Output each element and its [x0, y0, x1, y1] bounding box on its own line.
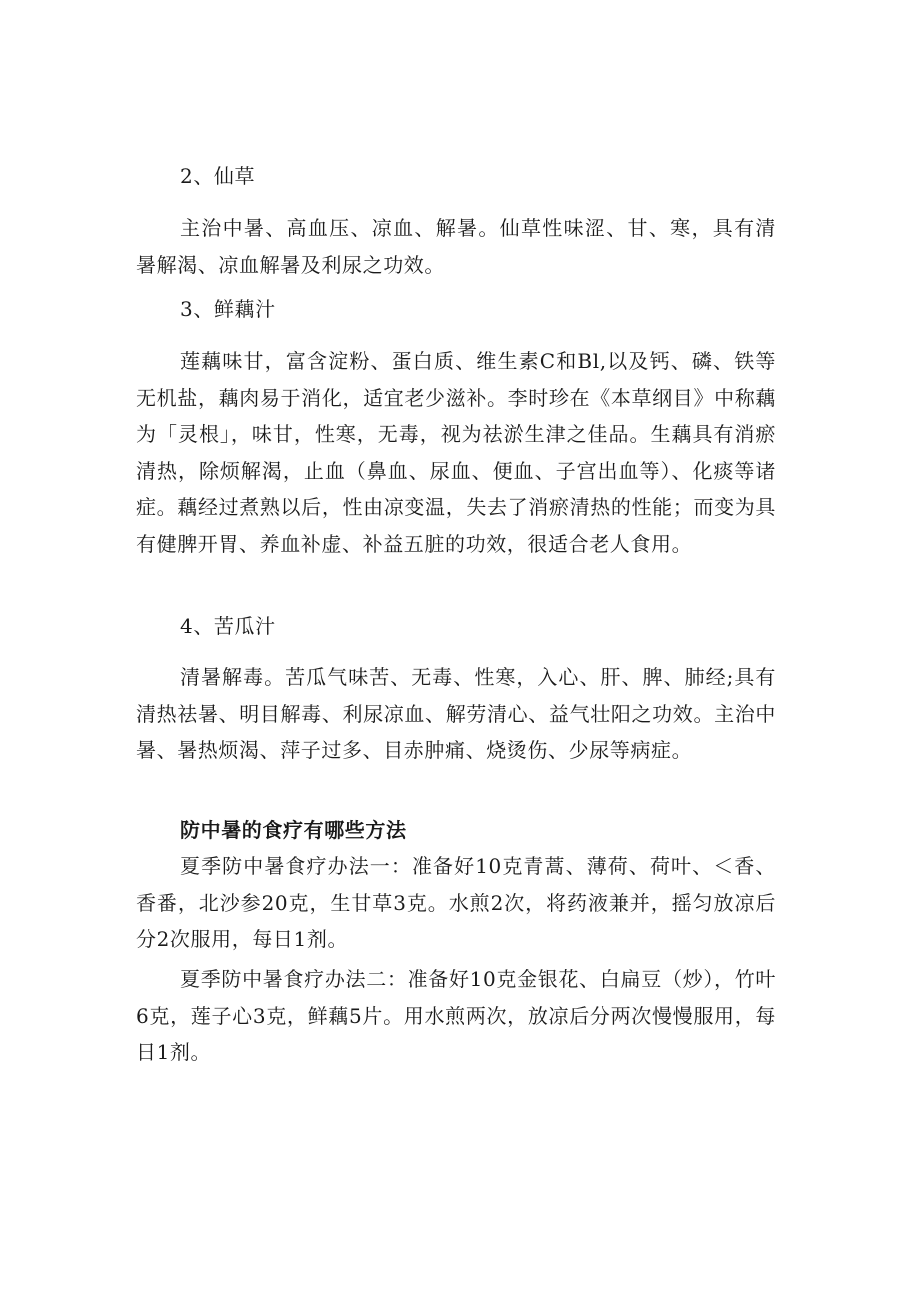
- section-heading-diet-methods: 防中暑的食疗有哪些方法: [180, 818, 407, 842]
- paragraph-bitter-melon-juice: 清暑解毒。苦瓜气味苦、无毒、性寒，入心、肝、脾、肺经;具有清热祛暑、明目解毒、利尿凉血、解劳清心、益气壮阳之功效。主治中暑、暑热烦渴、萍子过多、目赤肿痛、烧烫伤、少尿等病症。: [136, 665, 776, 762]
- section-heading-xiancao: 2、仙草: [180, 164, 256, 188]
- paragraph-method-one: 夏季防中暑食疗办法一：准备好10克青蒿、薄荷、荷叶、＜香、香番，北沙参20克，生甘草3克。水煎2次，将药液兼并，摇匀放凉后分2次服用，每日1剂。: [136, 854, 776, 951]
- section-heading-lotus-root-juice: 3、鲜藕汁: [180, 297, 276, 321]
- paragraph-method-two: 夏季防中暑食疗办法二：准备好10克金银花、白扁豆（炒），竹叶6克，莲子心3克，鲜藕5片。用水煎两次，放凉后分两次慢慢服用，每日1剂。: [136, 967, 776, 1064]
- paragraph-lotus-root-juice: 莲藕味甘，富含淀粉、蛋白质、维生素C和Bl,以及钙、磷、铁等无机盐，藕肉易于消化，适宜老少滋补。李时珍在《本草纲目》中称藕为「灵根」，味甘，性寒，无毒，视为祛淤生津之佳品。生藕具有消瘀清热，除烦解渴，止血（鼻血、尿血、便血、子宫出血等）、化痰等诸症。藕经过煮熟以后，性由凉变温，失去了消瘀清热的性能；而变为具有健脾开胃、养血补虚、补益五脏的功效，很适合老人食用。: [136, 349, 776, 556]
- paragraph-xiancao: 主治中暑、高血压、凉血、解暑。仙草性味涩、甘、寒，具有清暑解渴、凉血解暑及利尿之功效。: [136, 216, 776, 277]
- section-heading-bitter-melon-juice: 4、苦瓜汁: [180, 614, 276, 638]
